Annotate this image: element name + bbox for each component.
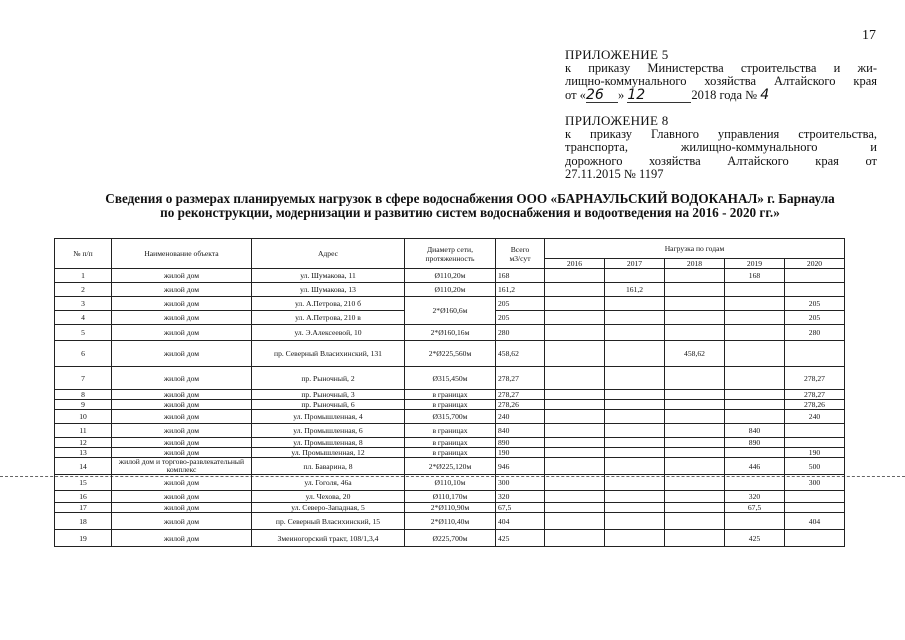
cell-2016 bbox=[545, 491, 605, 503]
cell-2016 bbox=[545, 390, 605, 400]
header-address: Адрес bbox=[252, 239, 405, 269]
cell-2016 bbox=[545, 283, 605, 297]
cell-2017 bbox=[605, 438, 665, 448]
table-row bbox=[55, 390, 845, 400]
cell-2019: 890 bbox=[725, 438, 785, 448]
cell-2017 bbox=[605, 297, 665, 311]
cell-total: 320 bbox=[496, 491, 545, 503]
cell-2019 bbox=[725, 390, 785, 400]
handwritten-month: 12 bbox=[627, 89, 691, 104]
cell-diameter: Ø315,450м bbox=[405, 367, 496, 390]
cell-address: ул. Промышленная, 6 bbox=[252, 424, 405, 438]
cell-2017 bbox=[605, 390, 665, 400]
cell-2016 bbox=[545, 530, 605, 547]
cell-num: 4 bbox=[55, 311, 112, 325]
cell-total: 205 bbox=[496, 311, 545, 325]
cell-2018 bbox=[665, 400, 725, 410]
cell-num: 19 bbox=[55, 530, 112, 547]
cell-diameter: Ø110,10м bbox=[405, 475, 496, 491]
year-text: 2018 года № bbox=[691, 87, 758, 102]
cell-2018 bbox=[665, 283, 725, 297]
cell-name: жилой дом bbox=[112, 325, 252, 341]
cell-2020 bbox=[785, 503, 845, 513]
header-name: Наименование объекта bbox=[112, 239, 252, 269]
cell-total: 67,5 bbox=[496, 503, 545, 513]
cell-name: жилой дом bbox=[112, 491, 252, 503]
cell-diameter: 2*Ø225,560м bbox=[405, 341, 496, 367]
cell-2017 bbox=[605, 410, 665, 424]
cell-name: жилой дом и торгово-развлекательный комплекс bbox=[112, 458, 252, 475]
cell-total: 190 bbox=[496, 448, 545, 458]
cell-2020 bbox=[785, 438, 845, 448]
table-row bbox=[55, 424, 845, 438]
cell-2016 bbox=[545, 475, 605, 491]
cell-2016 bbox=[545, 269, 605, 283]
cell-num: 18 bbox=[55, 513, 112, 530]
cell-address: ул. Шумакова, 13 bbox=[252, 283, 405, 297]
cell-num: 6 bbox=[55, 341, 112, 367]
cell-2018 bbox=[665, 311, 725, 325]
cell-2020: 280 bbox=[785, 325, 845, 341]
table-row bbox=[55, 341, 845, 367]
cell-name: жилой дом bbox=[112, 448, 252, 458]
cell-num: 8 bbox=[55, 390, 112, 400]
cell-num: 3 bbox=[55, 297, 112, 311]
cell-2019 bbox=[725, 311, 785, 325]
cell-2020: 278,27 bbox=[785, 367, 845, 390]
cell-address: ул. Чехова, 20 bbox=[252, 491, 405, 503]
cell-address: ул. Промышленная, 12 bbox=[252, 448, 405, 458]
cell-2020 bbox=[785, 530, 845, 547]
table-row bbox=[55, 530, 845, 547]
cell-2018 bbox=[665, 458, 725, 475]
cell-2019 bbox=[725, 283, 785, 297]
cell-address: Змеиногорский тракт, 108/1,3,4 bbox=[252, 530, 405, 547]
cell-2019: 168 bbox=[725, 269, 785, 283]
heading-line-2: по реконструкции, модернизации и развитию систем водоснабжения и водоотведения на 2016 - 2020 гг.» bbox=[160, 205, 780, 220]
cell-name: жилой дом bbox=[112, 530, 252, 547]
document-heading bbox=[40, 192, 900, 220]
cell-num: 1 bbox=[55, 269, 112, 283]
table-row bbox=[55, 491, 845, 503]
appendix-5-date-line bbox=[565, 86, 877, 104]
cell-2019 bbox=[725, 297, 785, 311]
header-diameter-l1: Диаметр сети, bbox=[426, 244, 473, 254]
cell-2020: 404 bbox=[785, 513, 845, 530]
cell-address: ул. А.Петрова, 210 в bbox=[252, 311, 405, 325]
cell-name: жилой дом bbox=[112, 513, 252, 530]
table-row bbox=[55, 475, 845, 491]
cell-2017 bbox=[605, 424, 665, 438]
header-year: 2020 bbox=[785, 259, 845, 269]
table-row bbox=[55, 458, 845, 475]
cell-num: 14 bbox=[55, 458, 112, 475]
page-number: 17 bbox=[862, 28, 876, 43]
cell-2019: 67,5 bbox=[725, 503, 785, 513]
cell-num: 7 bbox=[55, 367, 112, 390]
cell-2019 bbox=[725, 325, 785, 341]
cell-2016 bbox=[545, 513, 605, 530]
cell-total: 205 bbox=[496, 297, 545, 311]
cell-2016 bbox=[545, 424, 605, 438]
table-row bbox=[55, 297, 845, 311]
cell-name: жилой дом bbox=[112, 269, 252, 283]
cell-2018 bbox=[665, 269, 725, 283]
cell-name: жилой дом bbox=[112, 367, 252, 390]
cell-2018 bbox=[665, 410, 725, 424]
cell-2018 bbox=[665, 438, 725, 448]
cell-num: 16 bbox=[55, 491, 112, 503]
cell-2017 bbox=[605, 513, 665, 530]
cell-address: пл. Баварина, 8 bbox=[252, 458, 405, 475]
cell-2019 bbox=[725, 367, 785, 390]
cell-2017 bbox=[605, 458, 665, 475]
cell-num: 15 bbox=[55, 475, 112, 491]
date-prefix: от « bbox=[565, 87, 586, 102]
cell-2017 bbox=[605, 475, 665, 491]
cell-total: 458,62 bbox=[496, 341, 545, 367]
cell-2019: 840 bbox=[725, 424, 785, 438]
table-row bbox=[55, 400, 845, 410]
cell-diameter: 2*Ø110,90м bbox=[405, 503, 496, 513]
cell-total: 278,26 bbox=[496, 400, 545, 410]
table-row bbox=[55, 283, 845, 297]
loads-table-wrap bbox=[54, 238, 845, 547]
handwritten-day: 26 bbox=[586, 89, 618, 104]
cell-2018: 458,62 bbox=[665, 341, 725, 367]
cell-2018 bbox=[665, 367, 725, 390]
date-suffix: » bbox=[617, 87, 625, 102]
cell-name: жилой дом bbox=[112, 503, 252, 513]
appendix-8-block bbox=[565, 114, 877, 182]
cell-2017 bbox=[605, 269, 665, 283]
cell-2019 bbox=[725, 513, 785, 530]
cell-2019 bbox=[725, 410, 785, 424]
cell-num: 10 bbox=[55, 410, 112, 424]
cell-2020 bbox=[785, 491, 845, 503]
cell-2017 bbox=[605, 491, 665, 503]
cell-2017 bbox=[605, 311, 665, 325]
table-row bbox=[55, 410, 845, 424]
cell-2020: 500 bbox=[785, 458, 845, 475]
cell-address: пр. Северный Власихинский, 131 bbox=[252, 341, 405, 367]
cell-2020: 205 bbox=[785, 297, 845, 311]
cell-name: жилой дом bbox=[112, 341, 252, 367]
cell-name: жилой дом bbox=[112, 297, 252, 311]
cell-diameter: Ø315,700м bbox=[405, 410, 496, 424]
cell-address: пр. Рыночный, 3 bbox=[252, 390, 405, 400]
cell-name: жилой дом bbox=[112, 438, 252, 448]
cell-address: ул. Промышленная, 4 bbox=[252, 410, 405, 424]
table-row bbox=[55, 438, 845, 448]
header-total-l1: Всего bbox=[510, 244, 530, 254]
appendix-8-line: транспорта, жилищно-коммунального и bbox=[565, 140, 877, 154]
cell-2018 bbox=[665, 390, 725, 400]
loads-table bbox=[54, 238, 845, 547]
cell-2020: 240 bbox=[785, 410, 845, 424]
table-row bbox=[55, 367, 845, 390]
cell-diameter: в границах bbox=[405, 400, 496, 410]
cell-num: 11 bbox=[55, 424, 112, 438]
header-total-l2: м3/сут bbox=[509, 253, 531, 263]
header-load-by-years: Нагрузка по годам bbox=[545, 239, 845, 259]
cell-2019 bbox=[725, 400, 785, 410]
cell-2019: 446 bbox=[725, 458, 785, 475]
cell-num: 5 bbox=[55, 325, 112, 341]
header-diameter bbox=[405, 239, 496, 269]
cell-2017 bbox=[605, 448, 665, 458]
table-row bbox=[55, 325, 845, 341]
appendix-8-line: дорожного хозяйства Алтайского края от bbox=[565, 153, 877, 168]
cell-diameter: 2*Ø160,6м bbox=[405, 297, 496, 325]
cell-address: ул. Промышленная, 8 bbox=[252, 438, 405, 448]
cell-2017 bbox=[605, 503, 665, 513]
cell-name: жилой дом bbox=[112, 390, 252, 400]
cell-2016 bbox=[545, 367, 605, 390]
cell-name: жилой дом bbox=[112, 475, 252, 491]
table-row bbox=[55, 269, 845, 283]
appendix-8-title: ПРИЛОЖЕНИЕ 8 bbox=[565, 113, 669, 128]
cell-2016 bbox=[545, 503, 605, 513]
cell-total: 168 bbox=[496, 269, 545, 283]
cell-address: ул. А.Петрова, 210 б bbox=[252, 297, 405, 311]
cell-address: ул. Гоголя, 46а bbox=[252, 475, 405, 491]
cell-2020: 278,27 bbox=[785, 390, 845, 400]
header-year: 2016 bbox=[545, 259, 605, 269]
cell-num: 17 bbox=[55, 503, 112, 513]
cell-diameter: в границах bbox=[405, 390, 496, 400]
cell-2020: 300 bbox=[785, 475, 845, 491]
cell-2020: 278,26 bbox=[785, 400, 845, 410]
cell-diameter: Ø225,700м bbox=[405, 530, 496, 547]
cell-total: 240 bbox=[496, 410, 545, 424]
cell-num: 13 bbox=[55, 448, 112, 458]
header-diameter-l2: протяженность bbox=[425, 253, 475, 263]
cell-2017 bbox=[605, 400, 665, 410]
cell-2020 bbox=[785, 341, 845, 367]
cell-2016 bbox=[545, 297, 605, 311]
cell-2018 bbox=[665, 325, 725, 341]
cell-name: жилой дом bbox=[112, 311, 252, 325]
cell-2018 bbox=[665, 424, 725, 438]
appendix-8-date-line: 27.11.2015 № 1197 bbox=[565, 167, 664, 181]
cell-total: 946 bbox=[496, 458, 545, 475]
cell-address: пр. Северный Власихинский, 15 bbox=[252, 513, 405, 530]
cell-2018 bbox=[665, 475, 725, 491]
cell-num: 2 bbox=[55, 283, 112, 297]
cell-2017 bbox=[605, 341, 665, 367]
cell-2016 bbox=[545, 438, 605, 448]
header-num: № п/п bbox=[55, 239, 112, 269]
cell-2017: 161,2 bbox=[605, 283, 665, 297]
appendix-5-line: лищно-коммунального хозяйства Алтайского края bbox=[565, 74, 877, 88]
cell-name: жилой дом bbox=[112, 424, 252, 438]
cell-2016 bbox=[545, 410, 605, 424]
cell-name: жилой дом bbox=[112, 400, 252, 410]
cell-address: ул. Северо-Западная, 5 bbox=[252, 503, 405, 513]
header-year: 2019 bbox=[725, 259, 785, 269]
cell-name: жилой дом bbox=[112, 283, 252, 297]
cell-2020: 205 bbox=[785, 311, 845, 325]
cell-address: ул. Э.Алексеевой, 10 bbox=[252, 325, 405, 341]
appendix-5-line: к приказу Министерства строительства и жи- bbox=[565, 60, 877, 75]
cell-diameter: 2*Ø160,16м bbox=[405, 325, 496, 341]
cell-diameter: Ø110,20м bbox=[405, 283, 496, 297]
header-year: 2017 bbox=[605, 259, 665, 269]
cell-2016 bbox=[545, 458, 605, 475]
cell-2017 bbox=[605, 530, 665, 547]
cell-2019: 320 bbox=[725, 491, 785, 503]
cell-diameter: в границах bbox=[405, 424, 496, 438]
cell-diameter: в границах bbox=[405, 438, 496, 448]
cell-diameter: Ø110,170м bbox=[405, 491, 496, 503]
cell-2019 bbox=[725, 341, 785, 367]
cell-2020 bbox=[785, 283, 845, 297]
cell-diameter: 2*Ø110,40м bbox=[405, 513, 496, 530]
cell-2019 bbox=[725, 475, 785, 491]
cell-total: 425 bbox=[496, 530, 545, 547]
header-year: 2018 bbox=[665, 259, 725, 269]
table-row bbox=[55, 503, 845, 513]
cell-2018 bbox=[665, 530, 725, 547]
table-row bbox=[55, 513, 845, 530]
cell-diameter: Ø110,20м bbox=[405, 269, 496, 283]
cell-2018 bbox=[665, 297, 725, 311]
cell-2019 bbox=[725, 448, 785, 458]
cell-total: 840 bbox=[496, 424, 545, 438]
cell-2016 bbox=[545, 400, 605, 410]
appendix-8-line: к приказу Главного управления строительства, bbox=[565, 126, 877, 141]
cell-2016 bbox=[545, 448, 605, 458]
table-body bbox=[55, 269, 845, 547]
cell-diameter: 2*Ø225,120м bbox=[405, 458, 496, 475]
cell-2018 bbox=[665, 503, 725, 513]
cell-2020 bbox=[785, 269, 845, 283]
cell-num: 9 bbox=[55, 400, 112, 410]
cell-2020 bbox=[785, 424, 845, 438]
cell-total: 404 bbox=[496, 513, 545, 530]
cell-total: 161,2 bbox=[496, 283, 545, 297]
cell-total: 300 bbox=[496, 475, 545, 491]
cell-address: ул. Шумакова, 11 bbox=[252, 269, 405, 283]
cell-num: 12 bbox=[55, 438, 112, 448]
cell-2020: 190 bbox=[785, 448, 845, 458]
cell-diameter: в границах bbox=[405, 448, 496, 458]
cell-2016 bbox=[545, 341, 605, 367]
handwritten-number: 4 bbox=[760, 86, 770, 103]
cell-2018 bbox=[665, 513, 725, 530]
appendix-5-block bbox=[565, 48, 877, 103]
appendix-5-title: ПРИЛОЖЕНИЕ 5 bbox=[565, 47, 669, 62]
cell-total: 278,27 bbox=[496, 390, 545, 400]
cell-2018 bbox=[665, 448, 725, 458]
heading-line-1: Сведения о размерах планируемых нагрузок в сфере водоснабжения ООО «БАРНАУЛЬСКИЙ ВОДОКАНАЛ» г. Барнаула bbox=[105, 191, 835, 206]
cell-2017 bbox=[605, 325, 665, 341]
table-row bbox=[55, 448, 845, 458]
header-total bbox=[496, 239, 545, 269]
cell-2019: 425 bbox=[725, 530, 785, 547]
cell-name: жилой дом bbox=[112, 410, 252, 424]
cell-address: пр. Рыночный, 2 bbox=[252, 367, 405, 390]
cell-2017 bbox=[605, 367, 665, 390]
cell-total: 890 bbox=[496, 438, 545, 448]
cell-total: 280 bbox=[496, 325, 545, 341]
cell-2016 bbox=[545, 311, 605, 325]
cell-total: 278,27 bbox=[496, 367, 545, 390]
cell-address: пр. Рыночный, 6 bbox=[252, 400, 405, 410]
cell-2016 bbox=[545, 325, 605, 341]
cell-2018 bbox=[665, 491, 725, 503]
